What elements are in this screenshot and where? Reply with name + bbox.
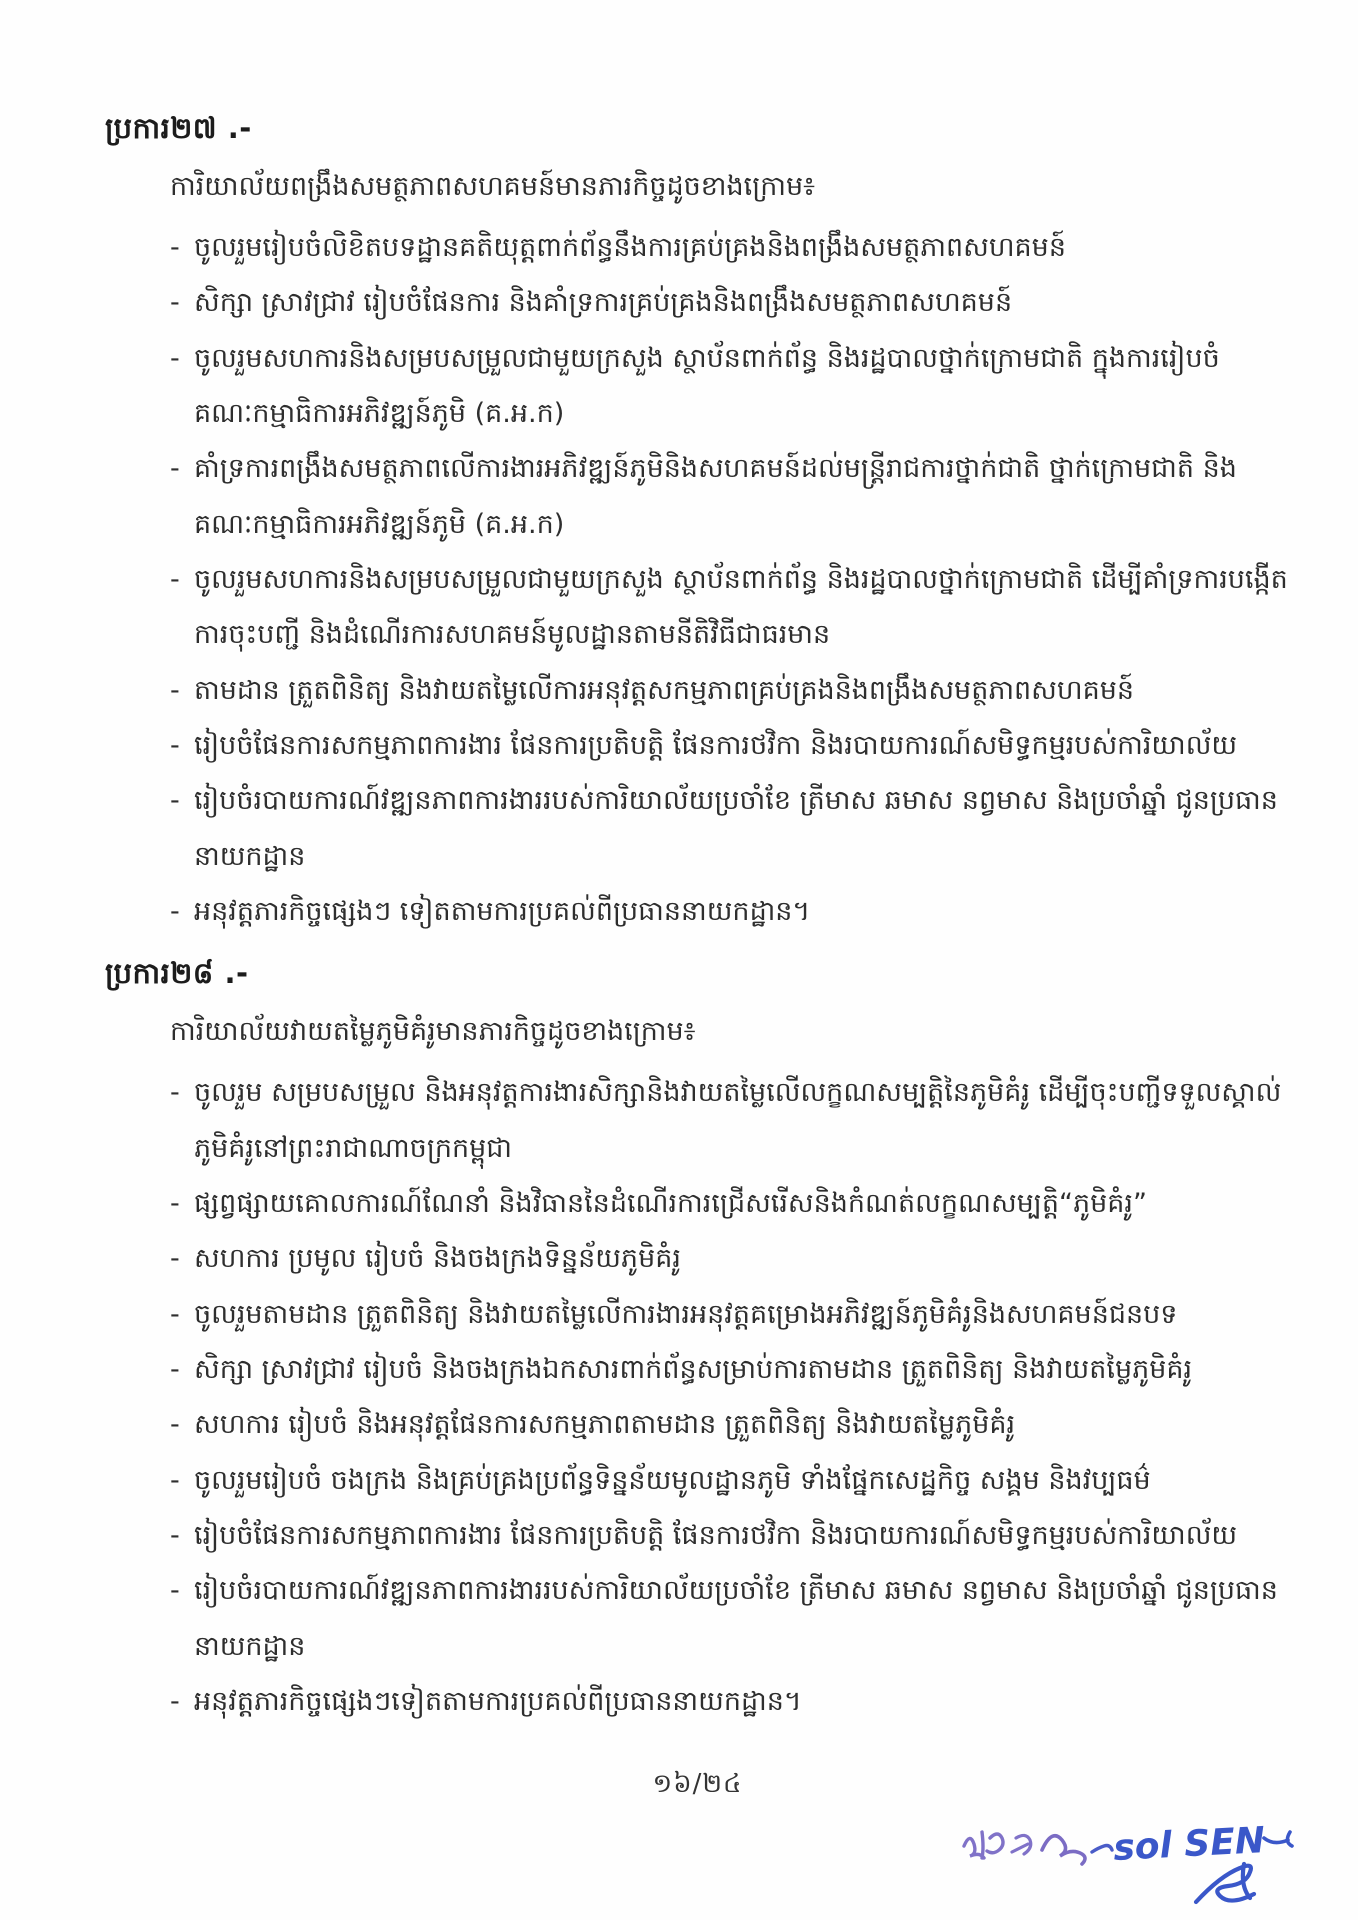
task-item-text: ចូលរួមតាមដាន ត្រួតពិនិត្យ និងវាយតម្លៃលើការងារអនុវត្តគម្រោងអភិវឌ្ឍន៍ភូមិគំរូនិងសហគមន៍ជនបទ [194, 1298, 1178, 1330]
task-item [170, 663, 1290, 718]
bullet-dash: - [170, 1409, 180, 1441]
bullet-dash: - [170, 1354, 180, 1386]
signature-tail [1264, 1832, 1292, 1846]
task-item-text: ចូលរួម សម្របសម្រួល និងអនុវត្តការងារសិក្សានិងវាយតម្លៃលើលក្ខណសម្បត្តិនៃភូមិគំរូ ដើម្បីចុះបញ្ជីទទួលស្គាល់ភូមិគំរូនៅព្រះរាជាណាចក្រកម្ពុជា [194, 1077, 1282, 1164]
task-item [170, 884, 1290, 939]
article-28-heading: ប្រការ២៨ .- [105, 956, 249, 991]
task-item-text: ផ្សព្វផ្សាយគោលការណ៍ណែនាំ និងវិធាននៃដំណើរការជ្រើសរើសនិងកំណត់លក្ខណសម្បត្តិ“ភូមិគំរូ” [194, 1188, 1147, 1220]
task-item [170, 1508, 1290, 1563]
task-item-text: ចូលរួមសហការនិងសម្របសម្រួលជាមួយក្រសួង ស្ថាប័នពាក់ព័ន្ធ និងរដ្ឋបាលថ្នាក់ក្រោមជាតិ ដើម្បីគាំទ្រការបង្កើត ការចុះបញ្ជី និងដំណើរការសហគមន៍មូលដ្ឋានតាមនីតិវិធីជាធរមាន [194, 564, 1288, 651]
signature-squiggle-1 [964, 1832, 1003, 1858]
bullet-dash: - [170, 1077, 180, 1109]
task-item [170, 773, 1290, 884]
signature-annotation [946, 1794, 1306, 1914]
task-item-text: អនុវត្តភារកិច្ចផ្សេងៗ ទៀតតាមការប្រគល់ពីប្រធាននាយកដ្ឋាន។ [194, 896, 811, 928]
task-item [170, 1287, 1290, 1342]
task-item [170, 552, 1290, 663]
task-item [170, 1453, 1290, 1508]
bullet-dash: - [170, 1686, 180, 1718]
task-item [170, 1176, 1290, 1231]
task-item [170, 1674, 1290, 1729]
task-item-text: ចូលរួមរៀបចំ ចងក្រង និងគ្រប់គ្រងប្រព័ន្ធទិន្នន័យមូលដ្ឋានភូមិ ទាំងផ្នែកសេដ្ឋកិច្ច សង្គម និងវប្បធម៌ [194, 1464, 1151, 1496]
task-item-text: ចូលរួមរៀបចំលិខិតបទដ្ឋានគតិយុត្តពាក់ព័ន្ធនឹងការគ្រប់គ្រងនិងពង្រឹងសមត្ថភាពសហគមន៍ [194, 231, 1066, 263]
task-item [170, 1065, 1290, 1176]
task-item [170, 718, 1290, 773]
signature-text: sol SEN [1112, 1820, 1266, 1869]
task-item-text: រៀបចំរបាយការណ៍វឌ្ឍនភាពការងាររបស់ការិយាល័យប្រចាំខែ ត្រីមាស ឆមាស នព្វមាស និងប្រចាំឆ្នាំ ជូនប្រធាននាយកដ្ឋាន [194, 785, 1278, 872]
bullet-dash: - [170, 564, 180, 595]
task-item [170, 1231, 1290, 1286]
task-item [170, 220, 1290, 275]
task-item [170, 1563, 1290, 1674]
bullet-dash: - [170, 674, 180, 706]
task-item-text: សហការ រៀបចំ និងអនុវត្តផែនការសកម្មភាពតាមដាន ត្រួតពិនិត្យ និងវាយតម្លៃភូមិគំរូ [194, 1409, 1016, 1441]
task-item-text: ចូលរួមសហការនិងសម្របសម្រួលជាមួយក្រសួង ស្ថាប័នពាក់ព័ន្ធ និងរដ្ឋបាលថ្នាក់ក្រោមជាតិ ក្នុងការរៀបចំគណៈកម្មាធិការអភិវឌ្ឍន៍ភូមិ (គ.អ.ក) [194, 342, 1220, 429]
article-27-heading: ប្រការ២៧ .- [105, 111, 252, 145]
article-27-intro: ការិយាល័យពង្រឹងសមត្ថភាពសហគមន៍មានភារកិច្ចដូចខាងក្រោម៖ [170, 170, 815, 202]
task-item [170, 331, 1290, 442]
bullet-dash: - [170, 231, 180, 263]
signature-squiggle-2 [1012, 1835, 1031, 1854]
signature-ink [946, 1794, 1306, 1914]
task-item [170, 1342, 1290, 1397]
bullet-dash: - [170, 785, 180, 817]
bullet-dash: - [170, 1464, 180, 1496]
bullet-dash: - [170, 1575, 180, 1607]
bullet-dash: - [170, 453, 180, 485]
task-item-text: សិក្សា ស្រាវជ្រាវ រៀបចំ និងចងក្រងឯកសារពាក់ព័ន្ធសម្រាប់ការតាមដាន ត្រួតពិនិត្យ និងវាយតម្លៃភូមិគំរូ [194, 1354, 1193, 1386]
bullet-dash: - [170, 896, 180, 928]
task-item-text: រៀបចំរបាយការណ៍វឌ្ឍនភាពការងាររបស់ការិយាល័យប្រចាំខែ ត្រីមាស ឆមាស នព្វមាស និងប្រចាំឆ្នាំ ជូនប្រធាននាយកដ្ឋាន [194, 1575, 1278, 1662]
task-item-text: រៀបចំផែនការសកម្មភាពការងារ ផែនការប្រតិបត្តិ ផែនការថវិកា និងរបាយការណ៍សមិទ្ធកម្មរបស់ការិយាល័យ [194, 730, 1238, 762]
task-item-text: តាមដាន ត្រួតពិនិត្យ និងវាយតម្លៃលើការអនុវត្តសកម្មភាពគ្រប់គ្រងនិងពង្រឹងសមត្ថភាពសហគមន៍ [194, 674, 1135, 706]
task-item-text: សិក្សា ស្រាវជ្រាវ រៀបចំផែនការ និងគាំទ្រការគ្រប់គ្រងនិងពង្រឹងសមត្ថភាពសហគមន៍ [194, 287, 1013, 319]
signature-squiggle-3 [1042, 1836, 1085, 1864]
signature-flourish [1196, 1864, 1254, 1902]
bullet-dash: - [170, 342, 180, 374]
task-item-text: សហការ ប្រមូល រៀបចំ និងចងក្រងទិន្នន័យភូមិគំរូ [194, 1243, 681, 1275]
task-item [170, 1397, 1290, 1452]
task-item-text: រៀបចំផែនការសកម្មភាពការងារ ផែនការប្រតិបត្តិ ផែនការថវិកា និងរបាយការណ៍សមិទ្ធកម្មរបស់ការិយាល័យ [194, 1520, 1238, 1552]
bullet-dash: - [170, 1520, 180, 1552]
bullet-dash: - [170, 730, 180, 762]
task-item [170, 275, 1290, 330]
article-28-intro: ការិយាល័យវាយតម្លៃភូមិគំរូមានភារកិច្ចដូចខាងក្រោម៖ [170, 1016, 696, 1047]
article-27-task-list [105, 220, 1290, 939]
bullet-dash: - [170, 1298, 180, 1330]
task-item-text: អនុវត្តភារកិច្ចផ្សេងៗទៀតតាមការប្រគល់ពីប្រធាននាយកដ្ឋាន។ [194, 1686, 802, 1718]
bullet-dash: - [170, 1243, 180, 1275]
bullet-dash: - [170, 1188, 180, 1220]
task-item-text: គាំទ្រការពង្រឹងសមត្ថភាពលើការងារអភិវឌ្ឍន៍ភូមិនិងសហគមន៍ដល់មន្ត្រីរាជការថ្នាក់ជាតិ ថ្នាក់ក្រោមជាតិ និងគណៈកម្មាធិការអភិវឌ្ឍន៍ភូមិ (គ.អ.ក) [194, 453, 1237, 540]
signature-squiggle-4 [1092, 1846, 1112, 1853]
task-item [170, 441, 1290, 552]
page-number: ១៦/២៤ [652, 1769, 743, 1800]
article-28-task-list [105, 1065, 1290, 1729]
bullet-dash: - [170, 287, 180, 319]
